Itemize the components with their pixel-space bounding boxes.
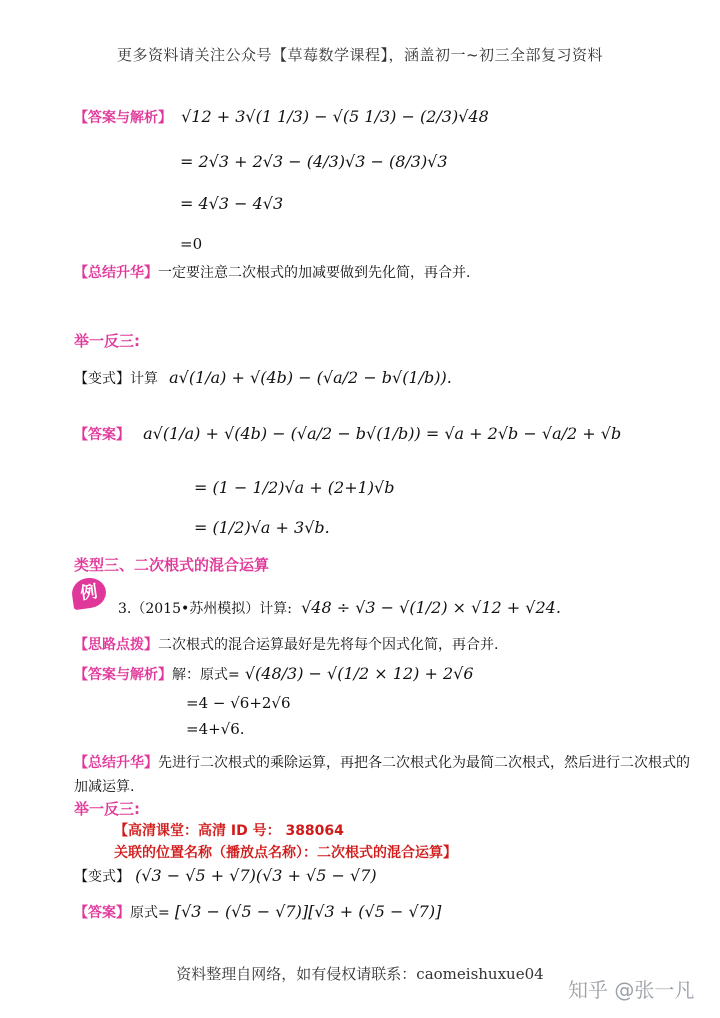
practice2-answer-step-2: = (1 − 1/2)√a + (2+1)√b <box>194 478 395 497</box>
practice3-answer-expression: [√3 − (√5 − √7)][√3 + (√5 − √7)] <box>174 902 442 921</box>
video-info-line-2: 关联的位置名称（播放点名称）：二次根式的混合运算】 <box>114 845 457 861</box>
answer-label: 【答案】 <box>74 427 130 443</box>
ex2-expression: √12 + 3√(1 1/3) − √(5 1/3) − (2/3)√48 <box>181 107 489 126</box>
problem-expression: √48 ÷ √3 − √(1/2) × √12 + √24. <box>301 598 561 617</box>
summary-text: 一定要注意二次根式的加减要做到先化简，再合并. <box>158 265 471 281</box>
summary-text-2: 加减运算. <box>74 779 135 795</box>
section-title: 类型三、二次根式的混合运算 <box>74 556 270 574</box>
page-header: 更多资料请关注公众号【草莓数学课程】，涵盖初一~初三全部复习资料 <box>116 46 604 64</box>
variant-label: 【变式】 <box>74 869 130 885</box>
practice-title: 举一反三: <box>74 332 140 350</box>
variant-label: 【变式】 <box>74 371 130 387</box>
hint-label: 【思路点拨】 <box>74 637 158 653</box>
answer-prefix: 原式= <box>130 905 170 921</box>
answer-analysis-label: 【答案与解析】 <box>74 110 172 126</box>
variant-row <box>74 866 377 886</box>
ex2-summary-row <box>74 262 470 282</box>
answer-analysis-label: 【答案与解析】 <box>74 667 172 683</box>
summary-text-1: 先进行二次根式的乘除运算，再把各二次根式化为最简二次根式，然后进行二次根式的 <box>158 755 690 771</box>
section3-answer-step-2: =4 − √6+2√6 <box>186 694 291 712</box>
section3-answer-row <box>74 664 474 684</box>
section3-answer-step-3: =4+√6. <box>186 720 245 738</box>
ex2-answer-row <box>74 107 489 127</box>
summary-label: 【总结升华】 <box>74 265 158 281</box>
problem-source: （2015•苏州模拟）计算: <box>131 601 292 617</box>
ex2-step-1: = 2√3 + 2√3 − (4/3)√3 − (8/3)√3 <box>180 152 448 171</box>
variant-expression: a√(1/a) + √(4b) − (√a/2 − b√(1/b)). <box>169 368 452 387</box>
answer-label: 【答案】 <box>74 905 130 921</box>
summary-label: 【总结升华】 <box>74 755 158 771</box>
practice-title: 举一反三: <box>74 800 140 818</box>
hint-text: 二次根式的混合运算最好是先将每个因式化简，再合并. <box>158 637 499 653</box>
zhihu-watermark: 知乎 @张一凡 <box>568 978 695 1002</box>
section3-answer-step-1: √(48/3) − √(1/2 × 12) + 2√6 <box>244 664 474 683</box>
ex2-result: =0 <box>180 235 203 253</box>
ex2-step-2: = 4√3 − 4√3 <box>180 194 284 213</box>
practice2-answer-step-1: a√(1/a) + √(4b) − (√a/2 − b√(1/b)) = √a + 2√b − √a/2 + √b <box>143 424 622 443</box>
variant-row <box>74 368 452 388</box>
video-info-line-1: 【高清课堂：高清 ID 号： 388064 <box>114 823 344 839</box>
section3-summary-row <box>74 752 690 772</box>
answer-prefix: 解：原式= <box>172 667 240 683</box>
problem-row <box>118 598 561 618</box>
example-badge: 例 <box>70 576 108 610</box>
problem-number: 3. <box>118 601 132 617</box>
practice2-answer-row <box>74 424 621 444</box>
practice3-answer-row <box>74 902 441 922</box>
variant-text: 计算 <box>130 371 158 387</box>
practice2-answer-step-3: = (1/2)√a + 3√b. <box>194 518 330 537</box>
page-footer: 资料整理自网络，如有侵权请联系：caomeishuxue04 <box>176 965 544 983</box>
variant-expression: (√3 − √5 + √7)(√3 + √5 − √7) <box>135 866 377 885</box>
hint-row <box>74 634 498 654</box>
